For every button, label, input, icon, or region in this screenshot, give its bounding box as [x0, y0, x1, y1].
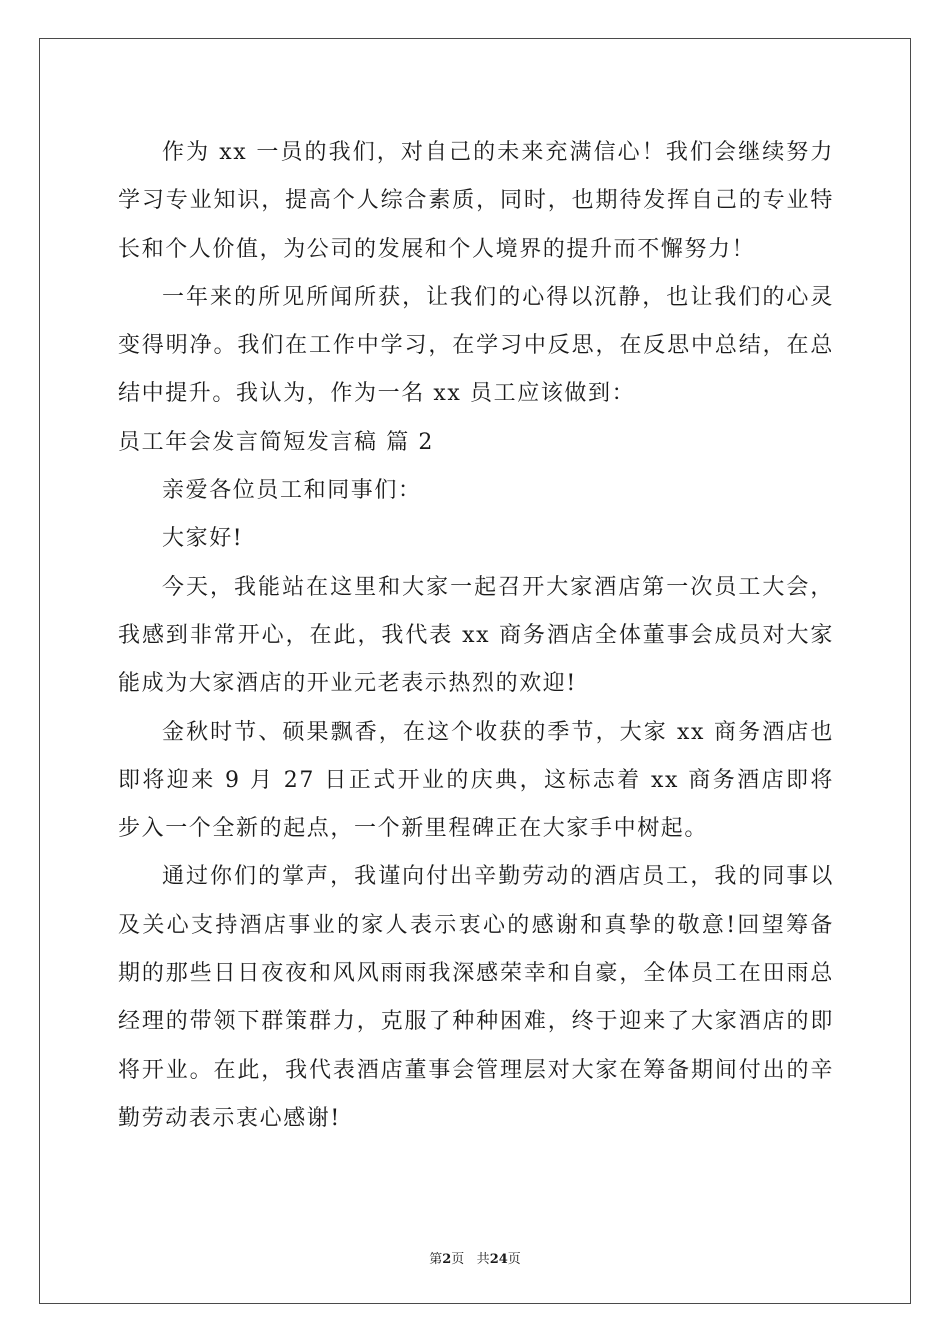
paragraph: 作为 xx 一员的我们，对自己的未来充满信心！我们会继续努力学习专业知识，提高个人综合素质，同时，也期待发挥自己的专业特长和个人价值，为公司的发展和个人境界的提升而不懈努力！	[118, 140, 834, 262]
footer-current-page: 2	[442, 1252, 452, 1267]
page-footer	[0, 1248, 950, 1267]
paragraph: 今天，我能站在这里和大家一起召开大家酒店第一次员工大会，我感到非常开心，在此，我代表 xx 商务酒店全体董事会成员对大家能成为大家酒店的开业元老表示热烈的欢迎!	[118, 574, 834, 697]
section-heading: 员工年会发言简短发言稿 篇 2	[118, 429, 434, 455]
footer-total-prefix: 共	[476, 1252, 490, 1267]
footer-total-pages: 24	[489, 1252, 508, 1267]
paragraph: 通过你们的掌声，我谨向付出辛勤劳动的酒店员工，我的同事以及关心支持酒店事业的家人表示衷心的感谢和真挚的敬意!回望筹备期的那些日日夜夜和风风雨雨我深感荣幸和自豪，全体员工在田雨总经理的带领下群策群力，克服了种种困难，终于迎来了大家酒店的即将开业。在此，我代表酒店董事会管理层对大家在筹备期间付出的辛勤劳动表示衷心感谢!	[118, 864, 834, 1131]
footer-total-unit: 页	[507, 1252, 521, 1267]
paragraph: 一年来的所见所闻所获，让我们的心得以沉静，也让我们的心灵变得明净。我们在工作中学习，在学习中反思，在反思中总结，在总结中提升。我认为，作为一名 xx 员工应该做到：	[118, 284, 834, 407]
paragraph: 大家好!	[162, 526, 244, 552]
paragraph: 金秋时节、硕果飘香，在这个收获的季节，大家 xx 商务酒店也即将迎来 9 月 27 日正式开业的庆典，这标志着 xx 商务酒店即将步入一个全新的起点，一个新里程碑正在大家手中树起。	[118, 719, 834, 842]
footer-page-unit: 页	[451, 1252, 465, 1267]
document-body	[118, 129, 834, 1143]
paragraph: 亲爱各位员工和同事们：	[162, 478, 422, 504]
footer-prefix: 第	[429, 1252, 443, 1267]
